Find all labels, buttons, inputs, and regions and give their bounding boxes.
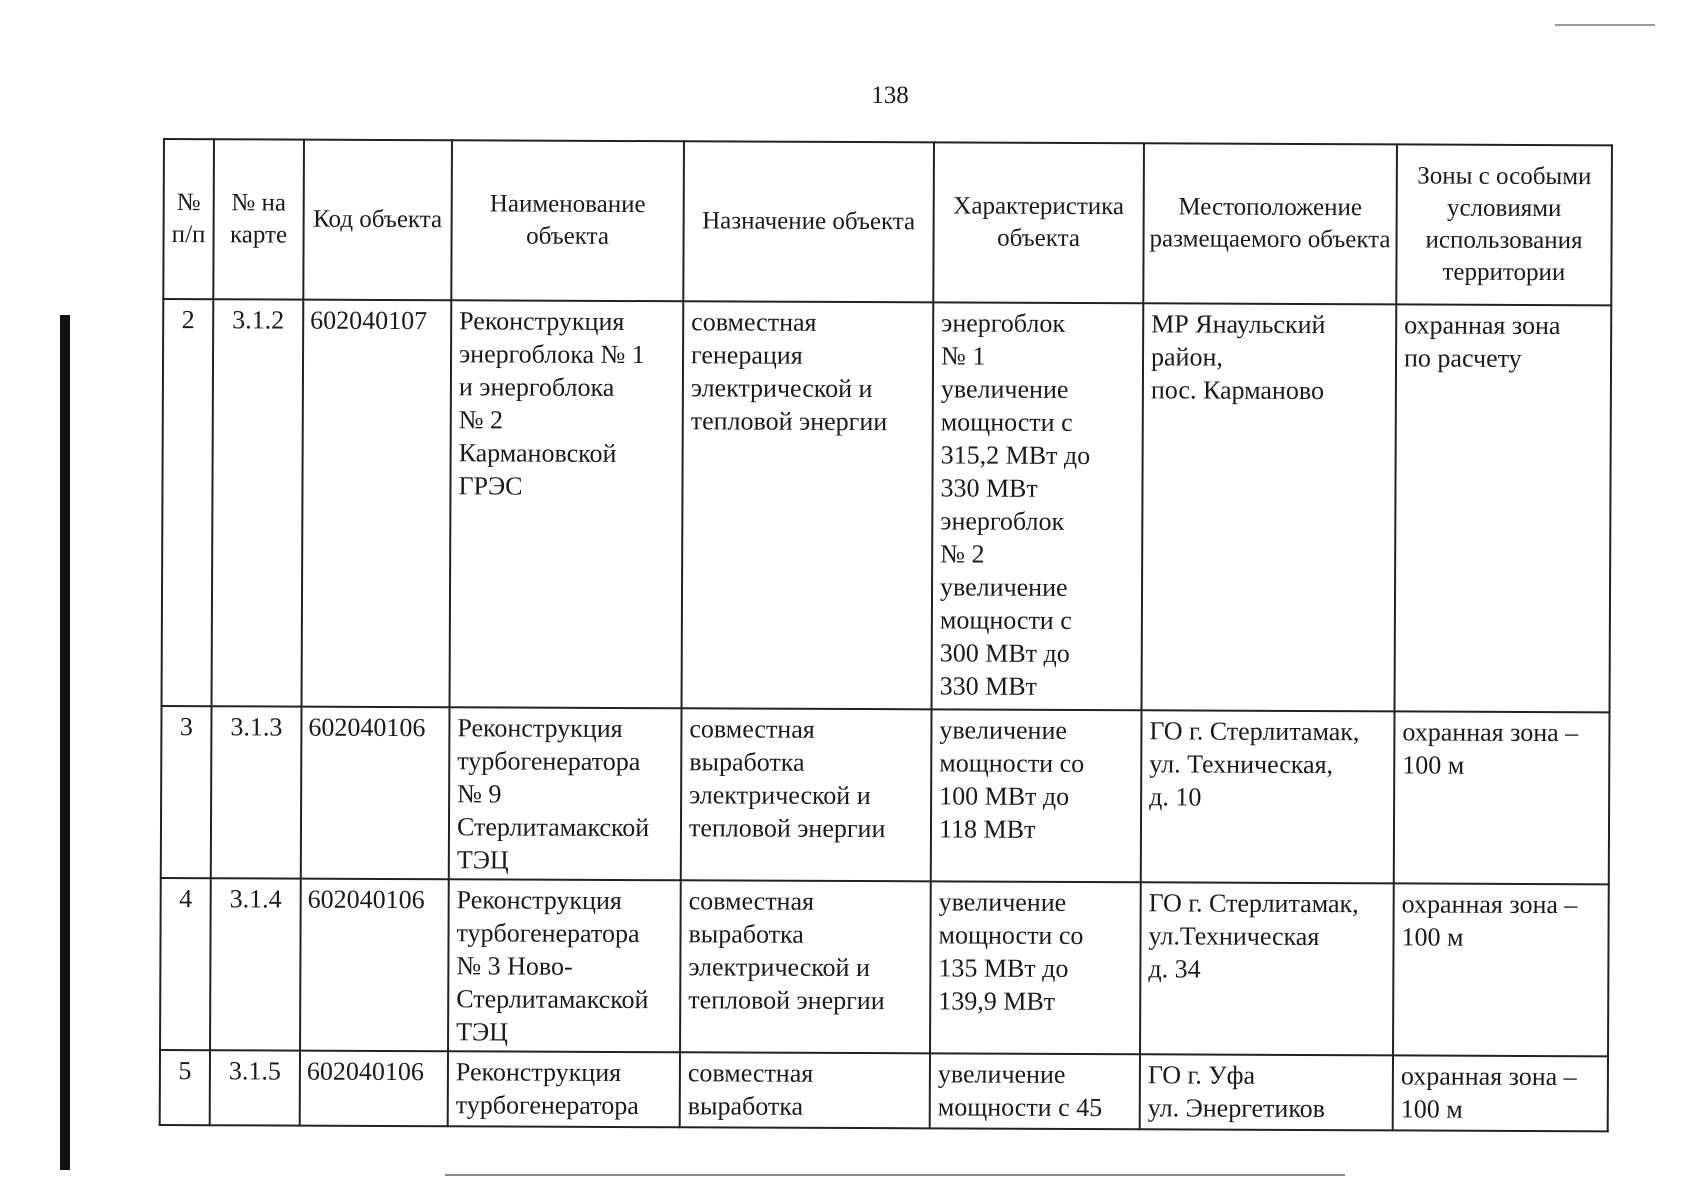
- cell-object-characteristic: увеличение мощности с 45: [930, 1053, 1140, 1129]
- cell-object-name: Реконструкция турбогенератора № 3 Ново- Стерлитамакской ТЭЦ: [448, 879, 681, 1052]
- header-object-purpose: [683, 141, 934, 302]
- header-special-zones: [1396, 144, 1612, 305]
- header-special-zones-label: Зоны с особыми условиями использования территории: [1417, 162, 1592, 287]
- cell-special-zones: охранная зона – 100 м: [1393, 883, 1609, 1056]
- header-number-label: № п/п: [171, 189, 206, 249]
- cell-object-code: 602040106: [301, 707, 450, 880]
- cell-object-code: 602040106: [300, 1051, 448, 1127]
- header-object-location-label: Местоположение размещаемого объекта: [1149, 193, 1391, 254]
- objects-table: [159, 138, 1613, 1132]
- cell-object-name: Реконструкция энергоблока № 1 и энергоблока № 2 Кармановской ГРЭС: [450, 300, 684, 708]
- header-number: [163, 139, 214, 299]
- cell-object-name: Реконструкция турбогенератора № 9 Стерлитамакской ТЭЦ: [449, 707, 682, 880]
- cell-map-number: 3.1.5: [210, 1050, 300, 1125]
- cell-map-number: 3.1.2: [212, 299, 304, 706]
- page-number: 138: [871, 82, 909, 109]
- cell-object-purpose: совместная генерация электрической и тепловой энергии: [682, 301, 934, 709]
- cell-object-code: 602040106: [300, 879, 449, 1052]
- table-row: [161, 706, 1610, 884]
- cell-special-zones: охранная зона – 100 м: [1393, 1055, 1608, 1131]
- cell-map-number: 3.1.4: [210, 878, 301, 1050]
- cell-object-characteristic: увеличение мощности со 100 МВт до 118 МВт: [931, 709, 1142, 882]
- cell-number: 5: [160, 1050, 210, 1125]
- cell-number: 4: [160, 878, 211, 1050]
- cell-number: 3: [161, 706, 212, 878]
- header-object-name-label: Наименование объекта: [489, 190, 646, 250]
- header-object-name: [451, 140, 684, 301]
- cell-map-number: 3.1.3: [211, 706, 302, 878]
- cell-object-purpose: совместная выработка: [680, 1052, 930, 1128]
- cell-object-characteristic: энергоблок № 1 увеличение мощности с 315,2 МВт до 330 МВт энергоблок № 2 увеличение мощности с 300 МВт до 330 МВт: [932, 302, 1144, 710]
- cell-object-location: ГО г. Стерлитамак, ул.Техническая д. 34: [1140, 882, 1394, 1055]
- scan-top-rule: [1555, 24, 1655, 26]
- cell-special-zones: охранная зона по расчету: [1395, 304, 1612, 712]
- cell-object-location: МР Янаульский район, пос. Карманово: [1142, 303, 1397, 711]
- scan-edge-shadow: [60, 315, 70, 1170]
- table-header-row: [163, 139, 1612, 305]
- table-row: [162, 299, 1612, 712]
- header-map-number: [213, 139, 304, 299]
- cell-number: 2: [162, 299, 214, 706]
- cell-object-purpose: совместная выработка электрической и тепловой энергии: [681, 708, 932, 881]
- cell-special-zones: охранная зона – 100 м: [1394, 711, 1610, 884]
- cell-object-location: ГО г. Уфа ул. Энергетиков: [1140, 1054, 1393, 1130]
- cell-object-name: Реконструкция турбогенератора: [448, 1051, 680, 1127]
- header-object-purpose-label: Назначение объекта: [702, 207, 916, 236]
- scan-bottom-rule: [445, 1174, 1345, 1176]
- header-object-location: [1143, 143, 1397, 304]
- cell-object-code: 602040107: [302, 300, 452, 708]
- header-object-characteristic-label: Характеристика объекта: [953, 192, 1125, 253]
- cell-object-location: ГО г. Стерлитамак, ул. Техническая, д. 10: [1141, 710, 1395, 883]
- header-object-code-label: Код объекта: [313, 205, 443, 234]
- cell-object-purpose: совместная выработка электрической и тепловой энергии: [680, 880, 931, 1053]
- cell-object-characteristic: увеличение мощности со 135 МВт до 139,9 МВт: [930, 881, 1141, 1054]
- header-map-number-label: № на карте: [229, 189, 288, 249]
- table-row: [160, 1050, 1608, 1131]
- header-object-code: [303, 140, 452, 301]
- header-object-characteristic: [933, 142, 1144, 303]
- table-row: [160, 878, 1609, 1056]
